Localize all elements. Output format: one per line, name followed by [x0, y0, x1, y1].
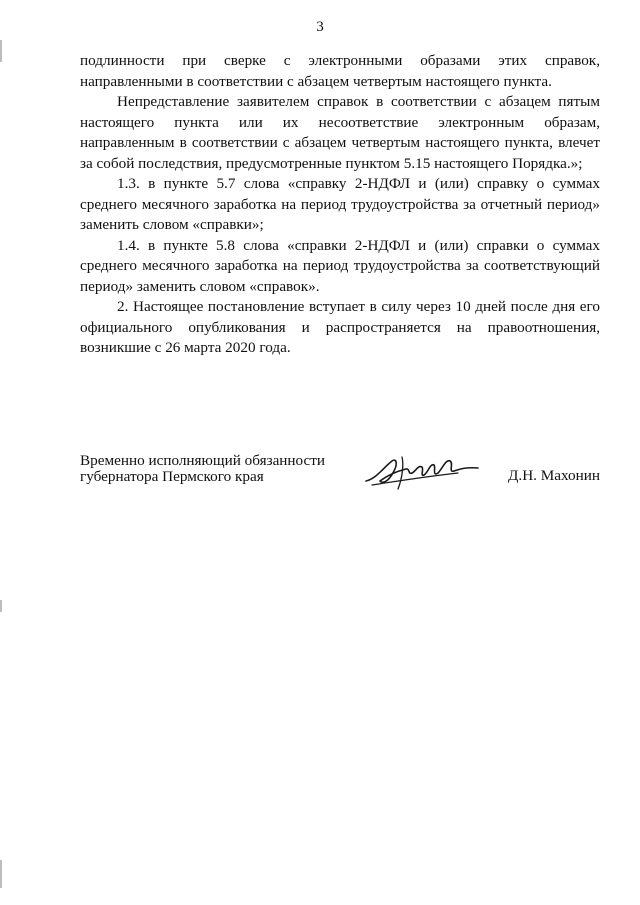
signatory-title-line: Временно исполняющий обязанности [80, 452, 326, 469]
paragraph-item-1-3: 1.3. в пункте 5.7 слова «справку 2-НДФЛ и (или) справку о суммах среднего месячного заработка на период трудоустройства за отчетный период» заменить словом «справки»; [80, 175, 600, 233]
signatory-title [80, 453, 325, 484]
paragraph-effective-date: 2. Настоящее постановление вступает в силу через 10 дней после дня его официального опубликования и распространяется на правоотношения, возникшие с 26 марта 2020 года. [80, 298, 600, 356]
signature-block [80, 453, 600, 513]
signatory-name: Д.Н. Махонин [508, 467, 600, 484]
page-number: 3 [316, 19, 324, 35]
paragraph-non-submission: Непредставление заявителем справок в соответствии с абзацем пятым настоящего пункта или их несоответствие электронным образам, направленным в соответствии с абзацем четвертым настоящего пункта, влечет за собой последствия, предусмотренные пунктом 5.15 настоящего Порядка.»; [80, 93, 600, 172]
signatory-title-line: губернатора Пермского края [80, 467, 264, 485]
scan-edge-mark [0, 600, 2, 612]
handwritten-signature [362, 451, 482, 493]
scan-edge-mark [0, 40, 2, 62]
document-body [80, 51, 600, 359]
paragraph-item-1-4: 1.4. в пункте 5.8 слова «справки 2-НДФЛ и (или) справки о суммах среднего месячного заработка на период трудоустройства за соответствующий период» заменить словом «справок». [80, 236, 600, 295]
paragraph-continuation: подлинности при сверке с электронными образами этих справок, направленными в соответствии с абзацем четвертым настоящего пункта. [80, 52, 600, 90]
scan-edge-mark [0, 860, 2, 888]
